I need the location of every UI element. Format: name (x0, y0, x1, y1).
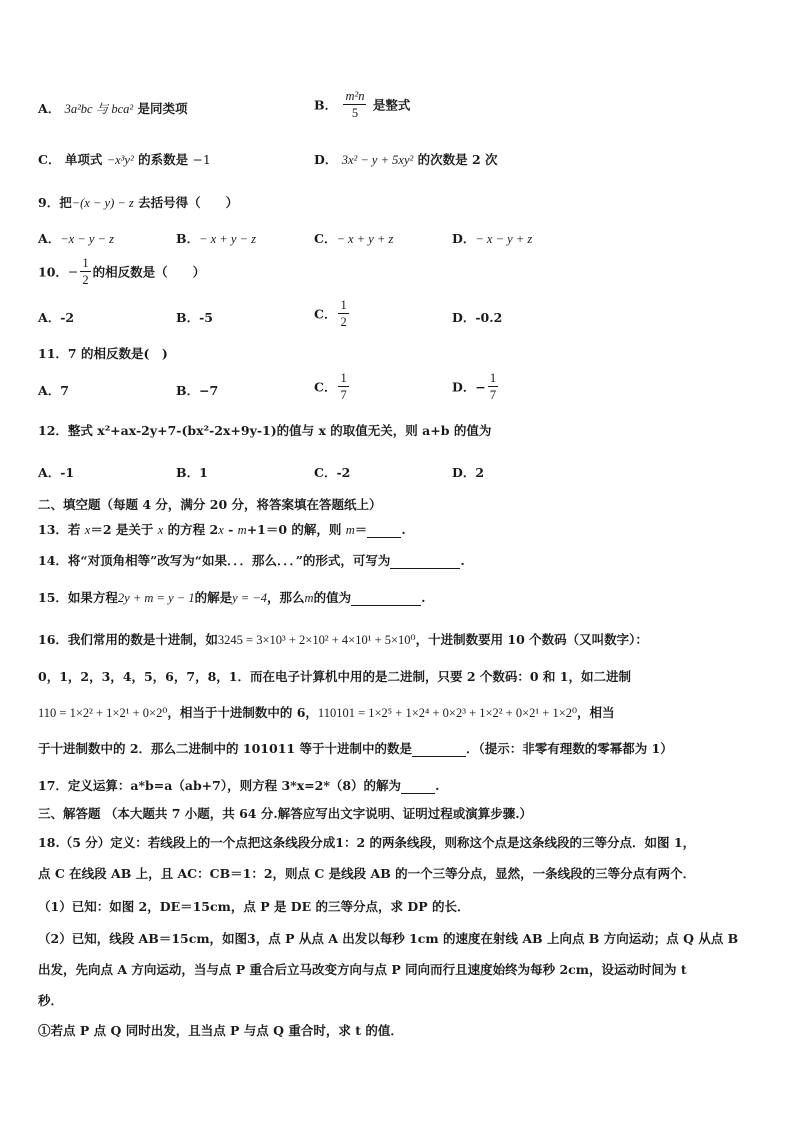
option-label: C． (38, 152, 61, 167)
q12-stem: 12．整式 x²+ax-2y+7-(bx²-2x+9y-1)的值与 x 的取值无关，则 a+b 的值为 (38, 423, 492, 438)
option-text: 的次数是 2 次 (417, 152, 498, 167)
stem-text: 17．定义运算：a*b=a（ab+7），则方程 3*x=2*（8）的解为 (38, 778, 402, 793)
option-expression: − x + y + z (336, 232, 394, 246)
q18-line-3: （1）已知：如图 2，DE＝15cm，点 P 是 DE 的三等分点，求 DP 的长． (38, 899, 470, 914)
q8-option-d (314, 150, 498, 168)
numerator: 1 (82, 256, 89, 270)
answer-blank[interactable] (390, 553, 460, 569)
q15-stem (38, 588, 425, 606)
q11-option-b: B．−7 (176, 383, 219, 398)
denominator: 5 (351, 106, 359, 120)
q11-stem: 11．7 的相反数是( ) (38, 346, 168, 361)
equation: 110 = 1×2² + 1×2¹ + 0×2⁰ (38, 706, 168, 720)
variable: m (304, 591, 314, 605)
q18-line-2: 点 C 在线段 AB 上，且 AC：CB＝1：2，则点 C 是线段 AB 的一个三等分点，显然，一条线段的三等分点有两个． (38, 866, 696, 881)
stem-text: 的方程 2 (163, 522, 219, 537)
equation: 110101 = 1×2⁵ + 1×2⁴ + 0×2³ + 1×2² + 0×2¹ + 1×2⁰ (317, 706, 578, 720)
stem-text: 10． (38, 264, 68, 280)
stem-sign: − (67, 264, 79, 279)
q18-line-5: 出发，先向点 A 方向运动，当与点 P 重合后立马改变方向与点 P 同向而行且速度始终为每秒 2cm，设运动时间为 t (38, 962, 687, 977)
stem-text: +1＝0 的解，则 (246, 522, 346, 537)
denominator: 2 (340, 315, 347, 329)
equation: y = −4 (232, 591, 268, 605)
q10-option-c (314, 297, 351, 330)
q12-option-b: B．1 (176, 465, 208, 480)
q8-option-c (38, 150, 211, 168)
answer-blank[interactable] (367, 522, 401, 538)
stem-text: ，相当于十进制数中的 6， (167, 705, 318, 720)
q9-option-c (314, 229, 393, 247)
q9-option-a (38, 229, 114, 247)
stem-text: ＝ (354, 522, 368, 537)
option-text: 的系数是 (138, 152, 189, 167)
option-value: −1 (192, 152, 211, 167)
option-text: 是同类项 (137, 101, 188, 116)
q18-line-7: ①若点 P 点 Q 同时出发，且当点 P 与点 Q 重合时，求 t 的值． (38, 1023, 403, 1038)
answer-blank[interactable] (401, 778, 435, 794)
fraction (338, 370, 348, 403)
denominator: 2 (82, 273, 89, 287)
q10-option-d: D．-0.2 (452, 310, 503, 325)
stem-text: 去括号得（ ） (138, 195, 239, 210)
denominator: 7 (489, 388, 497, 402)
stem-text: . (401, 522, 406, 537)
stem-text: - (223, 522, 238, 537)
numerator: 1 (489, 371, 497, 385)
stem-text: ，那么 (267, 590, 305, 605)
q16-line-3 (38, 703, 615, 721)
fraction (488, 370, 498, 403)
variable: x (157, 523, 164, 537)
numerator: 1 (340, 298, 347, 312)
q18-line-4: （2）已知，线段 AB＝15cm，如图3，点 P 从点 A 出发以每秒 1cm 的速度在射线 AB 上向点 B 方向运动；点 Q 从点 B (38, 931, 739, 946)
option-label: C． (314, 306, 337, 322)
q9-option-d (452, 229, 532, 247)
equation: 3245 = 3×10³ + 2×10² + 4×10¹ + 5×10⁰ (217, 633, 416, 647)
stem-expression: −(x − y) − z (71, 196, 134, 210)
stem-text: 14．将“对顶角相等”改写为“如果．．．那么．．．”的形式，可写为 (38, 553, 391, 568)
answer-blank[interactable] (351, 590, 421, 606)
option-label: C． (314, 231, 337, 246)
section-heading-solutions: 三、解答题 （本大题共 7 小题，共 64 分.解答应写出文字说明、证明过程或演算步骤.） (38, 806, 533, 821)
q10-option-a: A．-2 (38, 310, 75, 325)
q18-line-1: 18.（5 分）定义：若线段上的一个点把这条线段分成1：2 的两条线段，则称这个点是这条线段的三等分点．如图 1， (38, 835, 696, 850)
q12-option-a: A．-1 (38, 465, 75, 480)
answer-blank[interactable] (412, 741, 466, 757)
option-label: B． (176, 231, 200, 246)
stem-text: . (460, 553, 465, 568)
q16-line-1 (38, 630, 648, 648)
stem-text: 的相反数是（ ） (92, 264, 206, 280)
stem-text: 16．我们常用的数是十进制，如 (38, 632, 218, 647)
q10-option-b: B．-5 (176, 310, 213, 325)
option-label: C． (314, 379, 337, 395)
q9-stem (38, 193, 238, 211)
q18-line-6: 秒． (38, 993, 64, 1008)
option-expression: −x − y − z (60, 232, 114, 246)
q12-option-d: D．2 (452, 465, 485, 480)
option-label: A． (38, 101, 61, 116)
stem-text: . (435, 778, 440, 793)
q13-stem (38, 520, 406, 538)
numerator: 1 (340, 371, 347, 385)
q12-option-c: C．-2 (314, 465, 351, 480)
q16-line-2: 0，1，2，3，4，5，6，7，8，1．而在电子计算机中用的是二进制，只要 2 个数码：0 和 1，如二进制 (38, 669, 631, 684)
stem-text: 的解是 (194, 590, 233, 605)
stem-text: ，十进制数要用 10 个数码（又叫数字）： (415, 632, 648, 647)
variable: m (237, 523, 247, 537)
option-expression: 3a²bc 与 bca² (64, 102, 134, 116)
q11-option-c (314, 370, 351, 403)
option-text: 是整式 (372, 97, 411, 113)
fraction (343, 88, 366, 121)
q8-option-a (38, 99, 188, 117)
option-label: B． (314, 97, 338, 113)
equation: 2y + m = y − 1 (117, 591, 195, 605)
stem-text: . (421, 590, 426, 605)
variable: m (345, 523, 355, 537)
q16-line-4 (38, 739, 673, 757)
q8-option-b (314, 88, 410, 121)
stem-text: ．（提示：非零有理数的零幂都为 1） (465, 741, 673, 756)
denominator: 7 (340, 388, 347, 402)
stem-text: ＝2 是关于 (90, 522, 158, 537)
stem-text: 的值为 (313, 590, 352, 605)
stem-text: 15．如果方程 (38, 590, 118, 605)
q9-option-b (176, 229, 256, 247)
option-label: D．− (452, 379, 486, 395)
q11-option-d (452, 370, 500, 403)
fraction (338, 297, 348, 330)
option-expression: − x + y − z (199, 232, 256, 246)
section-heading-fill-in: 二、填空题（每题 4 分，满分 20 分，将答案填在答题纸上） (38, 497, 382, 512)
q17-stem (38, 776, 439, 794)
option-expression: −x³y² (106, 153, 134, 167)
option-label: A． (38, 231, 61, 246)
variable: x (84, 523, 91, 537)
option-expression: 3x² − y + 5xy² (341, 153, 414, 167)
stem-text: 于十进制数中的 2．那么二进制中的 101011 等于十进制中的数是 (38, 741, 412, 756)
option-label: D． (314, 152, 338, 167)
option-text: 单项式 (64, 152, 103, 167)
q14-stem (38, 551, 465, 569)
stem-text: 9．把 (38, 195, 72, 210)
numerator: m²n (345, 89, 365, 103)
stem-text: ，相当 (577, 705, 615, 720)
option-expression: − x − y + z (475, 232, 533, 246)
variable: x (218, 523, 224, 537)
q10-stem (38, 255, 205, 288)
option-label: D． (452, 231, 476, 246)
q11-option-a: A．7 (38, 383, 69, 398)
stem-text: 13．若 (38, 522, 85, 537)
fraction (80, 255, 90, 288)
